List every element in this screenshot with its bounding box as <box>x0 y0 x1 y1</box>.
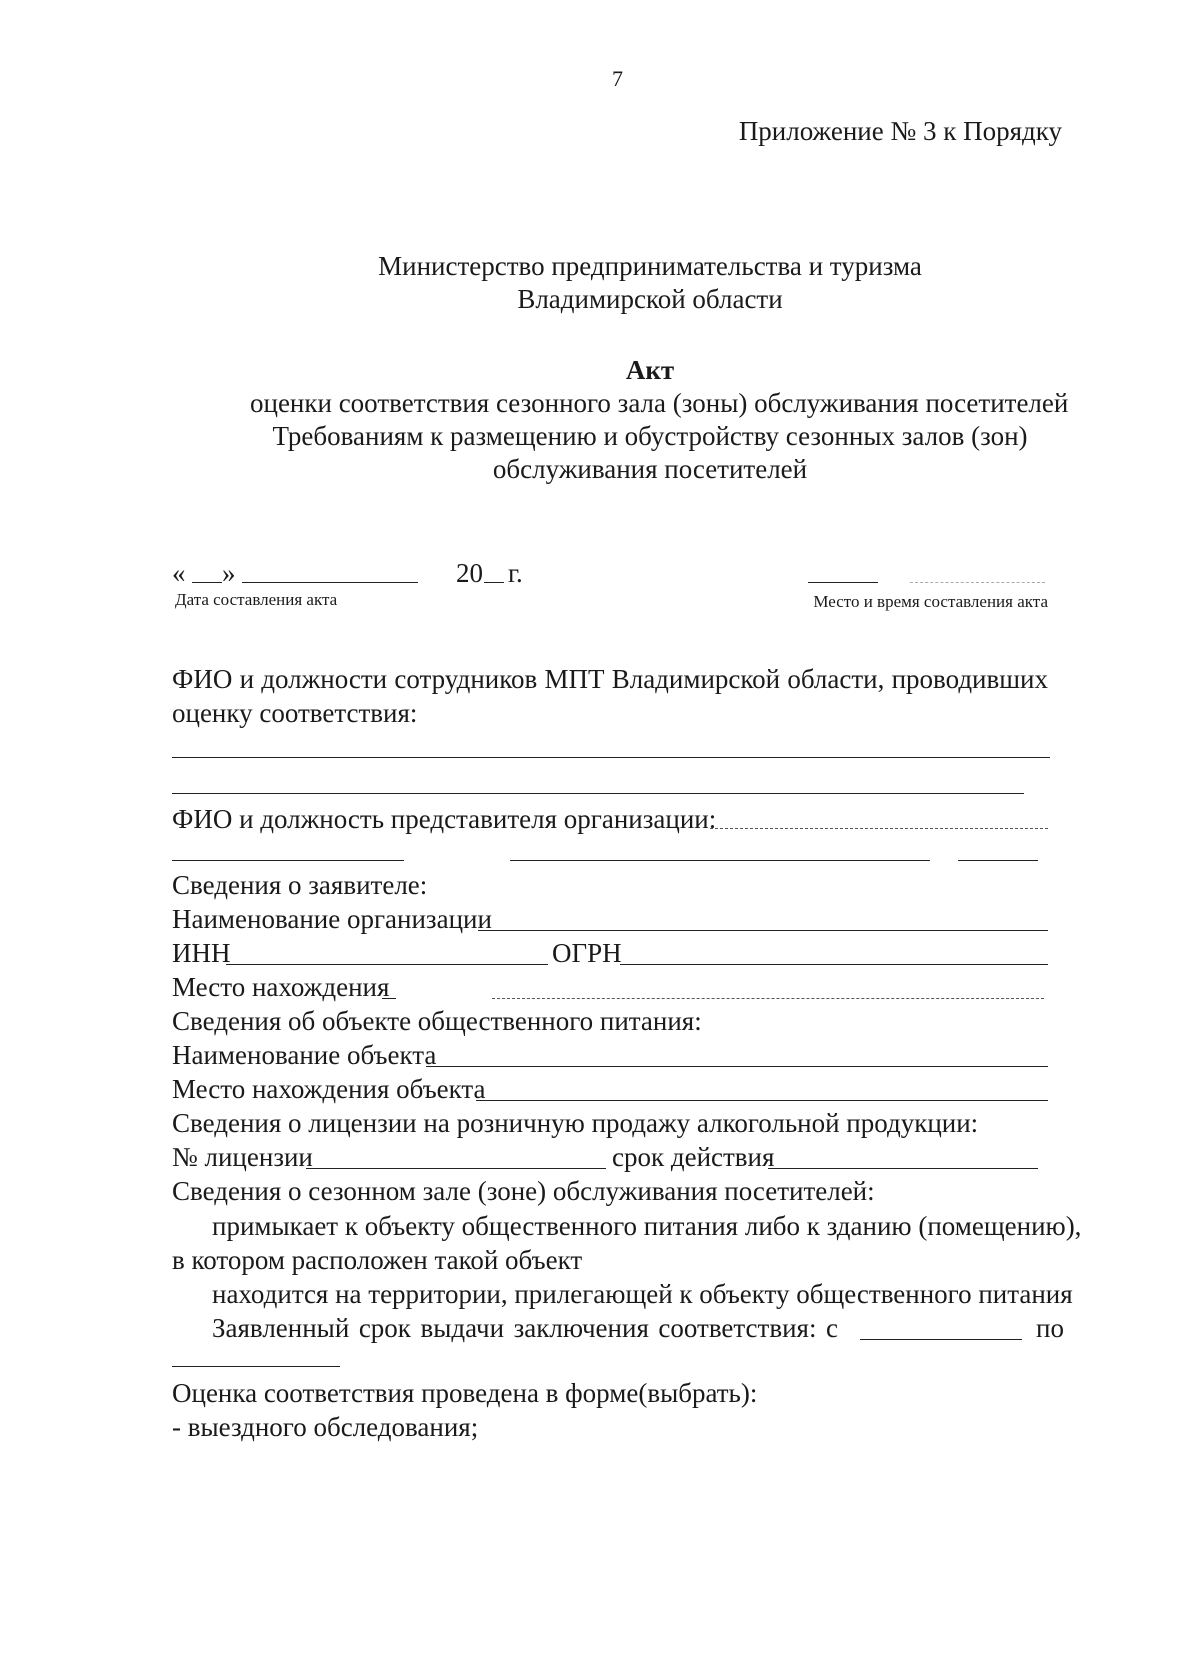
ogrn-field[interactable] <box>620 964 1048 965</box>
license-validity-label: срок действия <box>612 1142 775 1172</box>
representative-field[interactable] <box>710 828 1048 829</box>
object-location-label: Место нахождения объекта <box>172 1074 486 1104</box>
page-number: 7 <box>612 66 623 91</box>
org-name-label: Наименование организации <box>172 904 492 934</box>
staff-label-line1: ФИО и должности сотрудников МПТ Владимирской области, проводивших <box>172 664 1048 694</box>
year-suffix: г. <box>508 558 523 588</box>
object-heading: Сведения об объекте общественного питания: <box>172 1006 702 1036</box>
applicant-location-field[interactable] <box>382 998 396 999</box>
term-label: Заявленный срок выдачи заключения соответствия: с <box>212 1313 838 1343</box>
place-caption: Место и время составления акта <box>813 592 1048 611</box>
assessment-option-onsite[interactable]: - выездного обследования; <box>172 1412 479 1442</box>
month-field[interactable] <box>242 582 418 583</box>
act-subtitle-line3: обслуживания посетителей <box>492 454 808 484</box>
object-name-label: Наименование объекта <box>172 1040 437 1070</box>
ministry-name: Министерство предпринимательства и туризма <box>378 251 922 281</box>
object-location-field[interactable] <box>476 1100 1048 1101</box>
applicant-location-label: Место нахождения <box>172 972 390 1002</box>
term-to-label: по <box>1036 1313 1064 1343</box>
date-open-quote: « <box>172 558 186 588</box>
inn-field[interactable] <box>226 964 548 965</box>
term-to-field[interactable] <box>172 1366 340 1367</box>
license-heading: Сведения о лицензии на розничную продажу алкогольной продукции: <box>172 1108 979 1138</box>
staff-field-1[interactable] <box>172 757 1050 758</box>
place-time-field-rest <box>910 582 1045 583</box>
representative-field-2[interactable] <box>172 860 404 861</box>
staff-label-line2: оценку соответствия: <box>172 698 418 728</box>
license-number-label: № лицензии <box>172 1142 313 1172</box>
day-field[interactable] <box>192 582 222 583</box>
representative-field-3[interactable] <box>510 860 930 861</box>
act-title: Акт <box>625 355 675 385</box>
applicant-location-field-2[interactable] <box>492 998 1044 999</box>
license-validity-field[interactable] <box>768 1168 1038 1169</box>
season-hall-option1-line1[interactable]: примыкает к объекту общественного питания либо к зданию (помещению), <box>212 1211 1082 1241</box>
year-field[interactable] <box>484 582 504 583</box>
license-number-field[interactable] <box>306 1168 606 1169</box>
season-hall-heading: Сведения о сезонном зале (зоне) обслуживания посетителей: <box>172 1176 875 1206</box>
season-hall-option2[interactable]: находится на территории, прилегающей к объекту общественного питания <box>212 1279 1073 1309</box>
assessment-heading: Оценка соответствия проведена в форме(выбрать): <box>172 1378 758 1408</box>
applicant-heading: Сведения о заявителе: <box>172 870 428 900</box>
object-name-field[interactable] <box>426 1066 1048 1067</box>
appendix-reference: Приложение № 3 к Порядку <box>738 116 1062 146</box>
org-name-field[interactable] <box>478 930 1048 931</box>
staff-field-2[interactable] <box>172 793 1024 794</box>
date-close-quote: » <box>222 558 236 588</box>
ogrn-label: ОГРН <box>552 938 622 968</box>
place-time-field[interactable] <box>808 582 878 583</box>
year-prefix: 20 <box>456 558 483 588</box>
act-subtitle-line1: оценки соответствия сезонного зала (зоны) обслуживания посетителей <box>250 388 1069 418</box>
term-from-field[interactable] <box>860 1339 1022 1340</box>
representative-label: ФИО и должность представителя организации: <box>172 804 717 834</box>
season-hall-option1-line2: в котором расположен такой объект <box>172 1245 583 1275</box>
representative-field-4[interactable] <box>958 860 1038 861</box>
ministry-region: Владимирской области <box>517 284 783 314</box>
inn-label: ИНН <box>172 938 231 968</box>
act-subtitle-line2: Требованиям к размещению и обустройству сезонных залов (зон) <box>272 421 1028 451</box>
date-caption: Дата составления акта <box>175 590 338 609</box>
